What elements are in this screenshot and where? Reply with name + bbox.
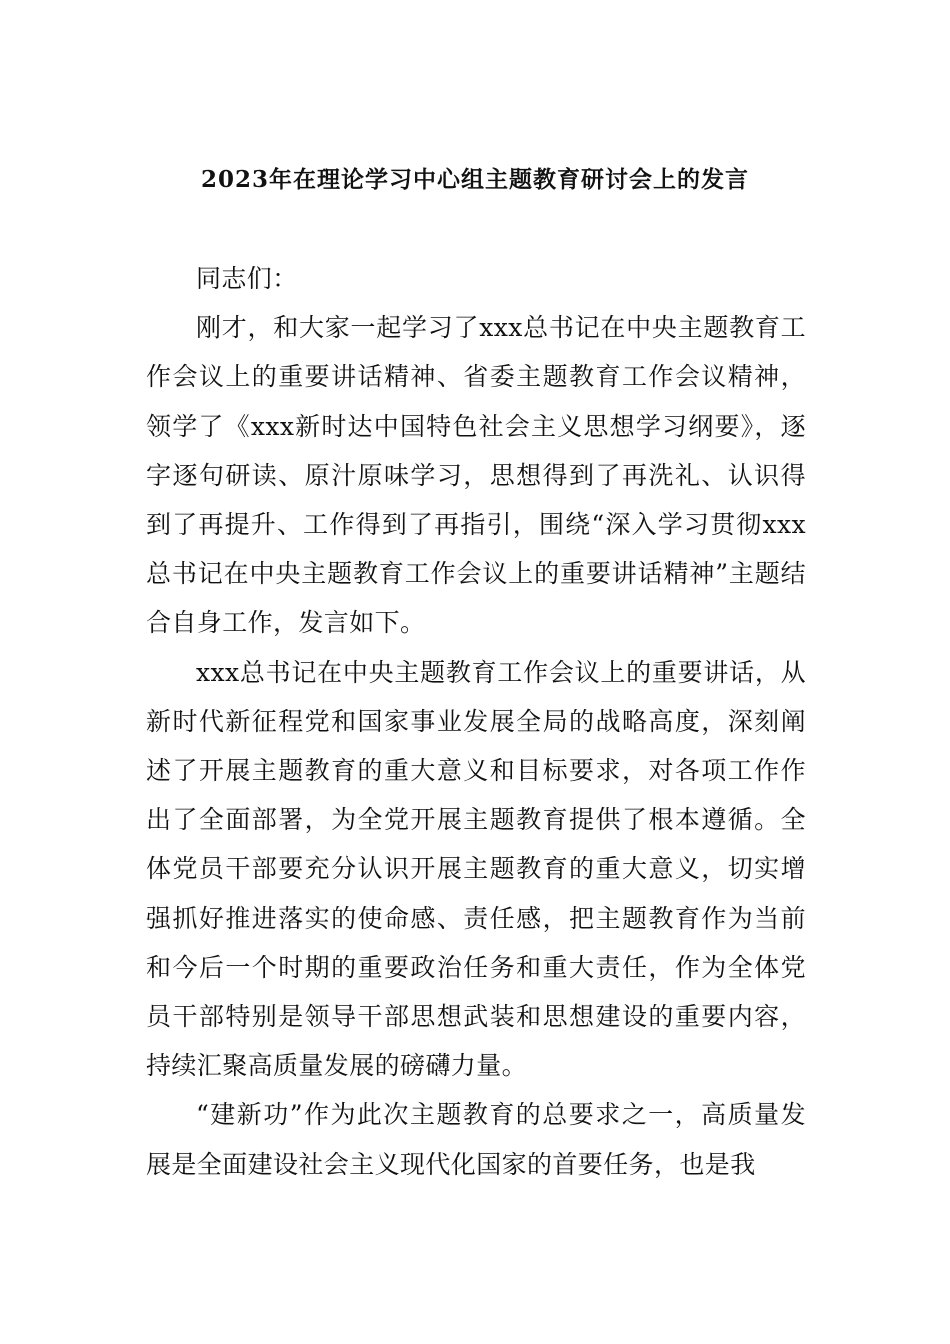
document-title: 2023年在理论学习中心组主题教育研讨会上的发言 [200, 166, 749, 193]
paragraph-3: “建新功”作为此次主题教育的总要求之一，高质量发展是全面建设社会主义现代化国家的首要任务，也是我 [146, 1100, 806, 1179]
paragraph-2: xxx总书记在中央主题教育工作会议上的重要讲话，从新时代新征程党和国家事业发展全局的战略高度，深刻阐述了开展主题教育的重大意义和目标要求，对各项工作作出了全面部署，为全党开展主题教育提供了根本遵循。全体党员干部要充分认识开展主题教育的重大意义，切实增强抓好推进落实的使命感、责任感，把主题教育作为当前和今后一个时期的重要政治任务和重大责任，作为全体党员干部特别是领导干部思想武装和思想建设的重要内容，持续汇聚高质量发展的磅礴力量。 [146, 657, 806, 1081]
paragraph-1: 刚才，和大家一起学习了xxx总书记在中央主题教育工作会议上的重要讲话精神、省委主题教育工作会议精神，领学了《xxx新时达中国特色社会主义思想学习纲要》，逐字逐句研读、原汁原味学习，思想得到了再洗礼、认识得到了再提升、工作得到了再指引，围绕“深入学习贯彻xxx总书记在中央主题教育工作会议上的重要讲话精神”主题结合自身工作，发言如下。 [146, 313, 806, 638]
paragraph-salutation: 同志们： [196, 264, 298, 293]
document-body [146, 254, 806, 1189]
